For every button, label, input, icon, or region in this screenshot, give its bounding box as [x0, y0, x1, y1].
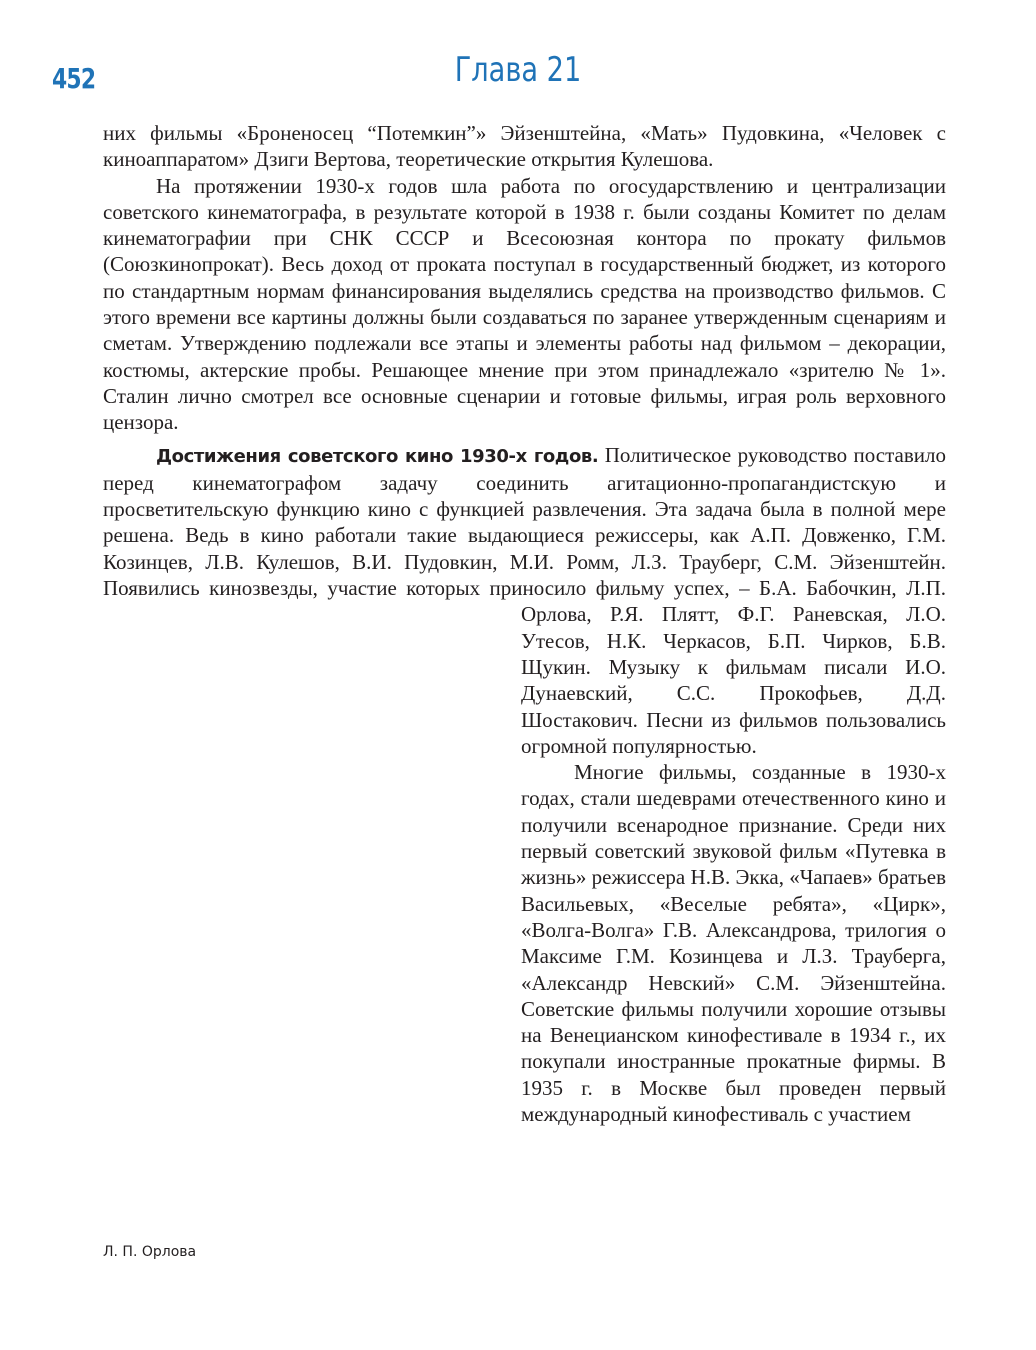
paragraph-1: них фильмы «Броненосец “Потемкин”» Эйзенштейна, «Мать» Пудовкина, «Человек с киноаппаратом» Дзиги Вертова, теоретические открытия Кулешова. [103, 121, 946, 172]
figure-caption: Л. П. Орлова [103, 1244, 197, 1260]
paragraph-4: Многие фильмы, созданные в 1930-х годах, стали шедеврами отечественного кино и получили всенародное признание. Среди них первый советский звуковой фильм «Путевка в жизнь» режиссера Н.В. Экка, «Чапаев» братьев Васильевых, «Веселые ребята», «Цирк», «Волга-Волга» Г.В. Александрова, трилогия о Максиме Г.М. Козинцева и Л.З. Трауберга, «Александр Невский» С.М. Эйзенштейна. Советские фильмы получили хорошие отзывы на Венецианском кинофестивале в 1934 г., их покупали иностранные прокатные фирмы. В 1935 г. в Москве был проведен первый международный кинофестиваль с участием [521, 760, 946, 1126]
page-number: 452 [52, 62, 96, 95]
chapter-title: Глава 21 [454, 50, 582, 90]
photo-placeholder [103, 605, 521, 1273]
paragraph-2: На протяжении 1930-х годов шла работа по огосударствлению и централизации советского кинематографа, в результате которой в 1938 г. были созданы Комитет по делам кинематографии при СНК СССР и Всесоюзная контора по прокату фильмов (Союзкинопрокат). Весь доход от проката поступал в государственный бюджет, из которого по стандартным нормам финансирования выделялись средства на производство фильмов. С этого времени все картины должны были создаваться по заранее утвержденным сценариям и сметам. Утверждению подлежали все этапы и элементы работы над фильмом – декорации, костюмы, актерские пробы. Решающее мнение при этом принадлежало «зрителю № 1». Сталин лично смотрел все основные сценарии и готовые фильмы, играя роль верховного цензора. [103, 173, 946, 435]
paragraph-3-text-rest: успех, – Б.А. Бабочкин, Л.П. Орлова, Р.Я. Плятт, Ф.Г. Раневская, Л.О. Утесов, Н.К. Черкасов, Б.П. Чирков, Б.В. Щукин. Музыку к фильмам писали И.О. Дунаевский, С.С. Прокофьев, Д.Д. Шостакович. Песни из фильмов пользовались огромной популярностью. [521, 576, 946, 758]
body-text [103, 120, 946, 1273]
paragraph-3-text: Политическое руководство поставило перед кинематографом задачу соединить агитационно-пропагандистскую и просветительскую функцию кино с функцией развлечения. Эта задача была в полной мере решена. Ведь в кино работали такие выдающиеся режиссеры, как А.П. Довженко, Г.М. Козинцев, Л.В. Кулешов, В.И. Пудовкин, М.И. Ромм, Л.З. Трауберг, С.М. Эйзенштейн. Появились кинозвезды, участие которых приносило фильму [103, 442, 946, 601]
section-heading: Достижения советского кино 1930-х годов. [156, 445, 599, 467]
paragraph-3 [103, 442, 946, 760]
